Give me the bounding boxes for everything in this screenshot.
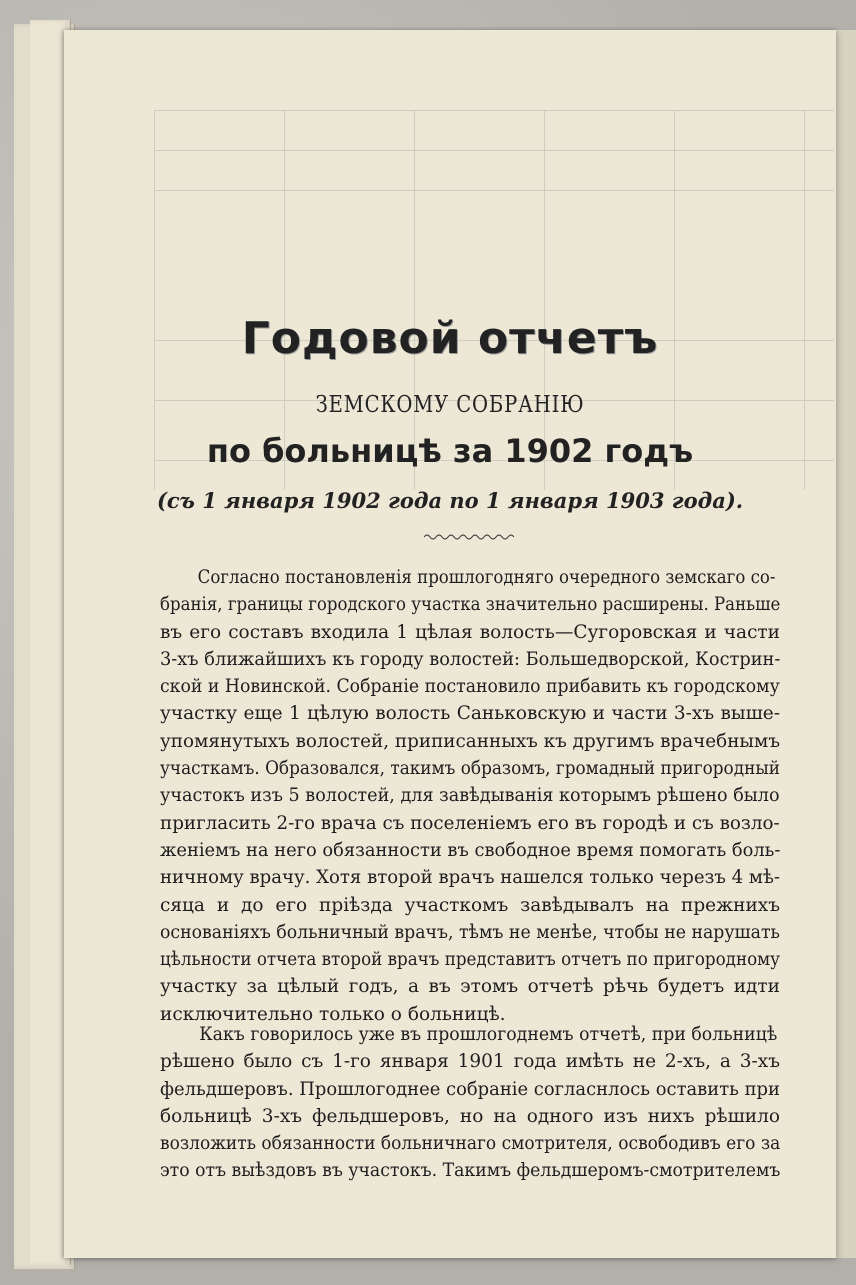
subtitle-date-range: (съ 1 января 1902 года по 1 января 1903 года). — [156, 488, 744, 513]
text-line: ской и Новинской. Собраніе постановило прибавить къ городскому — [160, 676, 780, 698]
text-line: возложить обязанности больничнаго смотрителя, освободивъ его за — [160, 1133, 781, 1155]
text-line: исключительно только о больницѣ. — [160, 1003, 506, 1025]
text-line: 3-хъ ближайшихъ къ городу волостей: Большедворской, Кострин- — [160, 648, 781, 670]
text-line: основаніяхъ больничный врачъ, тѣмъ не менѣе, чтобы не нарушать — [160, 921, 780, 943]
text-line: пригласить 2-го врача съ поселеніемъ его въ городѣ и съ возло- — [160, 812, 780, 834]
subtitle-assembly: ЗЕМСКОМУ СОБРАНІЮ — [315, 392, 585, 418]
document-page — [64, 30, 836, 1258]
next-page-edge — [835, 30, 856, 1258]
text-line: участку за цѣлый годъ, а въ этомъ отчетѣ рѣчь будетъ идти — [160, 976, 780, 998]
text-line: рѣшено было съ 1-го января 1901 года имѣть не 2-хъ, а 3-хъ — [160, 1051, 780, 1073]
ornamental-divider — [424, 532, 514, 542]
text-line: женіемъ на него обязанности въ свободное время помогать боль- — [160, 839, 781, 861]
text-line: Согласно постановленія прошлогодняго очередного земскаго со- — [197, 567, 776, 588]
subtitle-hospital-year: по больницѣ за 1902 годъ — [206, 432, 694, 470]
text-line: въ его составъ входила 1 цѣлая волость—Сугоровская и части — [160, 621, 780, 643]
text-line: цѣльности отчета второй врачъ представитъ отчетъ по пригородному — [160, 949, 781, 971]
text-line: ничному врачу. Хотя второй врачъ нашелся только черезъ 4 мѣ- — [160, 867, 781, 889]
paragraph-1 — [160, 564, 780, 1028]
paragraph-2 — [160, 1021, 780, 1185]
text-line: Какъ говорилось уже въ прошлогоднемъ отчетѣ, при больницѣ — [199, 1024, 778, 1045]
text-line: упомянутыхъ волостей, приписанныхъ къ другимъ врачебнымъ — [160, 730, 780, 752]
text-line: участокъ изъ 5 волостей, для завѣдыванія которымъ рѣшено было — [160, 785, 780, 807]
text-line: больницѣ 3-хъ фельдшеровъ, но на одного изъ нихъ рѣшило — [160, 1105, 780, 1127]
text-line: сяца и до его пріѣзда участкомъ завѣдывалъ на прежнихъ — [160, 894, 780, 916]
text-line: бранія, границы городского участка значительно расширены. Раньше — [160, 594, 781, 616]
text-line: это отъ выѣздовъ въ участокъ. Такимъ фельдшеромъ-смотрителемъ — [160, 1160, 781, 1182]
page-title: Годовой отчетъ — [241, 313, 659, 364]
text-line: фельдшеровъ. Прошлогоднее собраніе согласнлось оставить при — [160, 1078, 780, 1100]
text-line: участку еще 1 цѣлую волость Саньковскую и части 3-хъ выше- — [160, 703, 780, 725]
text-line: участкамъ. Образовался, такимъ образомъ, громадный пригородный — [160, 758, 781, 780]
